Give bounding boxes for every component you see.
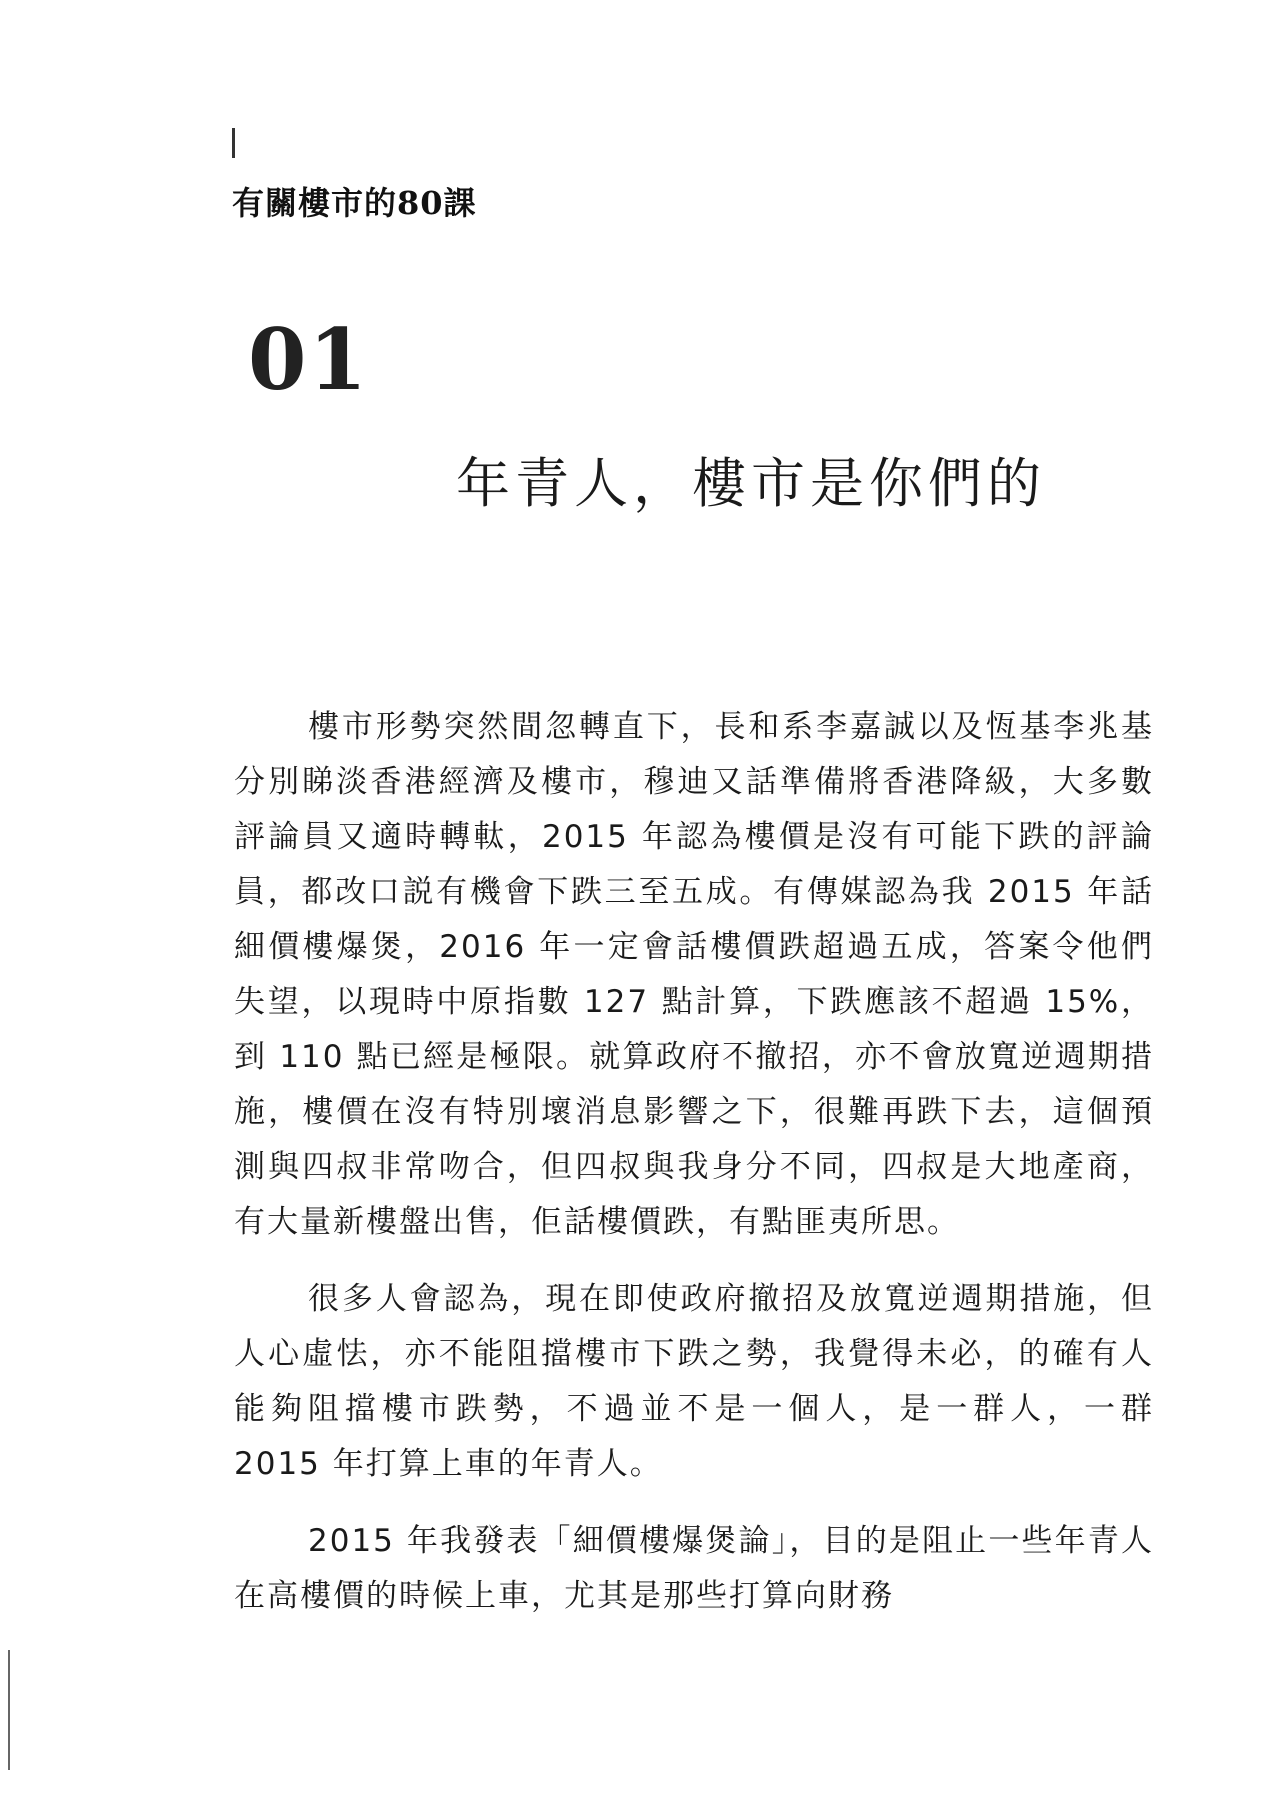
chapter-number: 01 — [248, 310, 369, 409]
paragraph: 樓市形勢突然間忽轉直下，長和系李嘉誠以及恆基李兆基分別睇淡香港經濟及樓市，穆迪又話準備將香港降級，大多數評論員又適時轉軚，2015 年認為樓價是沒有可能下跌的評論員，都改口説有機會下跌三至五成。有傳媒認為我 2015 年話細價樓爆煲，2016 年一定會話樓價跌超過五成，答案令他們失望，以現時中原指數 127 點計算，下跌應該不超過 15%，到 110 點已經是極限。就算政府不撤招，亦不會放寬逆週期措施，樓價在沒有特別壞消息影響之下，很難再跌下去，這個預測與四叔非常吻合，但四叔與我身分不同，四叔是大地產商，有大量新樓盤出售，佢話樓價跌，有點匪夷所思。 — [234, 709, 1154, 1240]
running-header: 有關樓市的80課 — [232, 184, 477, 222]
scan-margin-line — [8, 1650, 10, 1770]
page-edge-mark — [232, 128, 235, 158]
chapter-title: 年青人，樓市是你們的 — [456, 452, 1046, 515]
paragraph: 很多人會認為，現在即使政府撤招及放寬逆週期措施，但人心虛怯，亦不能阻擋樓市下跌之勢，我覺得未必，的確有人能夠阻擋樓市跌勢，不過並不是一個人，是一群人，一群 2015 年打算上車的年青人。 — [234, 1281, 1154, 1482]
paragraph: 2015 年我發表「細價樓爆煲論」，目的是阻止一些年青人在高樓價的時候上車，尤其是那些打算向財務 — [234, 1523, 1154, 1614]
body-text — [234, 700, 1154, 1646]
